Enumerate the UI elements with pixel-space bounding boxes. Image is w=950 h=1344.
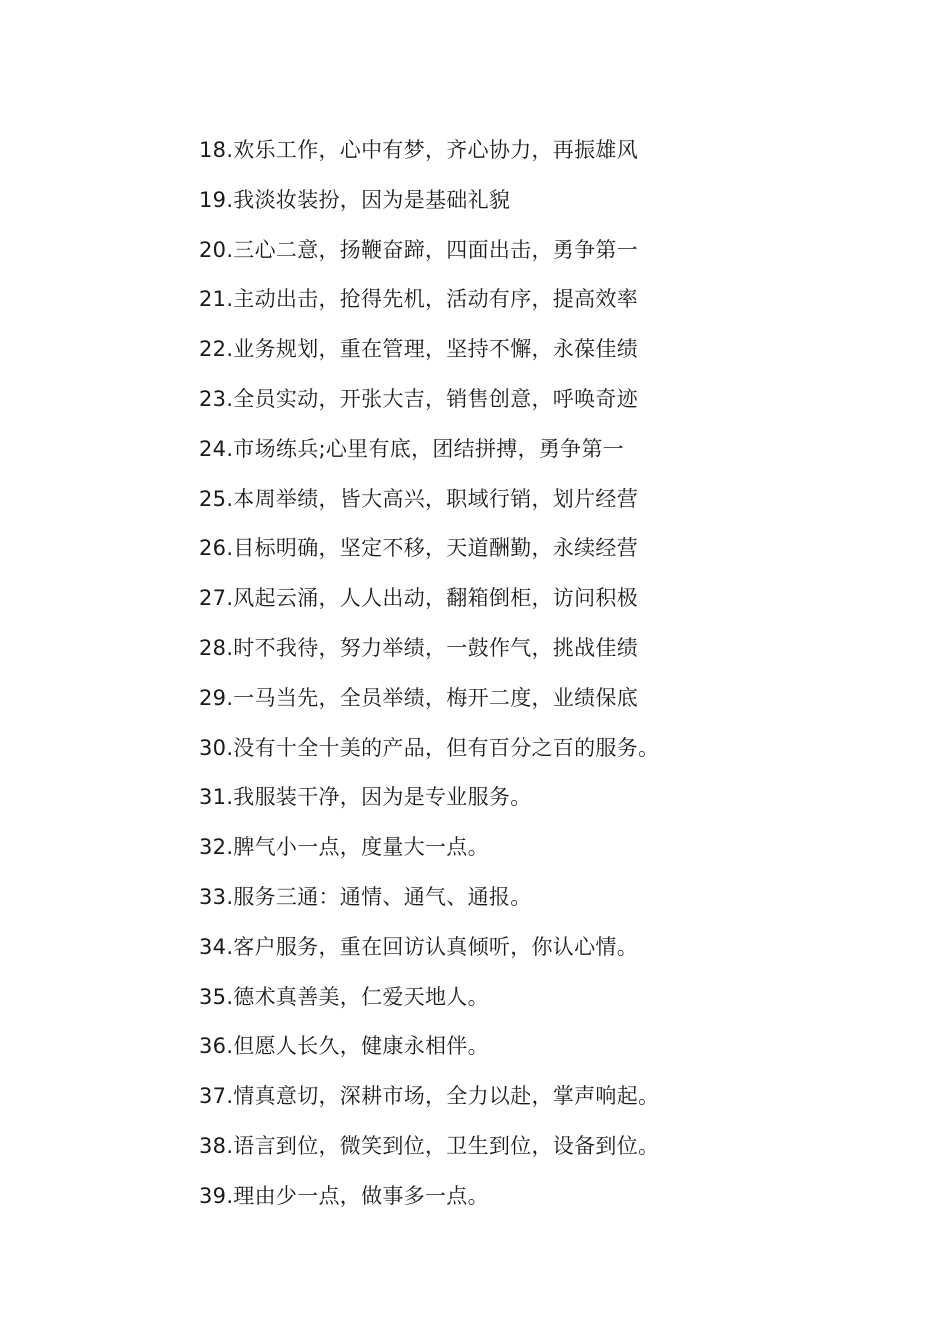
list-item: 20.三心二意，扬鞭奋蹄，四面出击，勇争第一 (199, 237, 638, 262)
list-item: 18.欢乐工作，心中有梦，齐心协力，再振雄风 (199, 138, 638, 162)
list-item: 27.风起云涌，人人出动，翻箱倒柜，访问积极 (199, 586, 638, 611)
list-item: 21.主动出击，抢得先机，活动有序，提高效率 (199, 287, 638, 312)
slogan-list (199, 131, 659, 1227)
list-item: 25.本周举绩，皆大高兴，职域行销，划片经营 (199, 486, 638, 511)
list-item: 33.服务三通：通情、通气、通报。 (199, 884, 532, 909)
list-item: 31.我服装干净，因为是专业服务。 (199, 785, 532, 810)
list-item: 30.没有十全十美的产品，但有百分之百的服务。 (199, 735, 660, 760)
list-item: 34.客户服务，重在回访认真倾听，你认心情。 (199, 934, 638, 959)
list-item: 23.全员实动，开张大吉，销售创意，呼唤奇迹 (199, 386, 638, 411)
list-item: 35.德术真善美，仁爱天地人。 (199, 984, 489, 1009)
list-item: 37.情真意切，深耕市场，全力以赴，掌声响起。 (199, 1084, 660, 1109)
list-item: 38.语言到位，微笑到位，卫生到位，设备到位。 (199, 1133, 660, 1158)
list-item: 32.脾气小一点，度量大一点。 (199, 835, 489, 860)
list-item: 39.理由少一点，做事多一点。 (199, 1183, 489, 1208)
list-item: 19.我淡妆装扮，因为是基础礼貌 (199, 187, 511, 212)
list-item: 26.目标明确，坚定不移，天道酬勤，永续经营 (199, 536, 638, 561)
list-item: 24.市场练兵;心里有底，团结拼搏，勇争第一 (199, 436, 625, 461)
list-item: 28.时不我待，努力举绩，一鼓作气，挑战佳绩 (199, 635, 638, 660)
list-item: 36.但愿人长久，健康永相伴。 (199, 1034, 489, 1059)
list-item: 22.业务规划，重在管理，坚持不懈，永葆佳绩 (199, 337, 638, 362)
list-item: 29.一马当先，全员举绩，梅开二度，业绩保底 (199, 685, 638, 710)
